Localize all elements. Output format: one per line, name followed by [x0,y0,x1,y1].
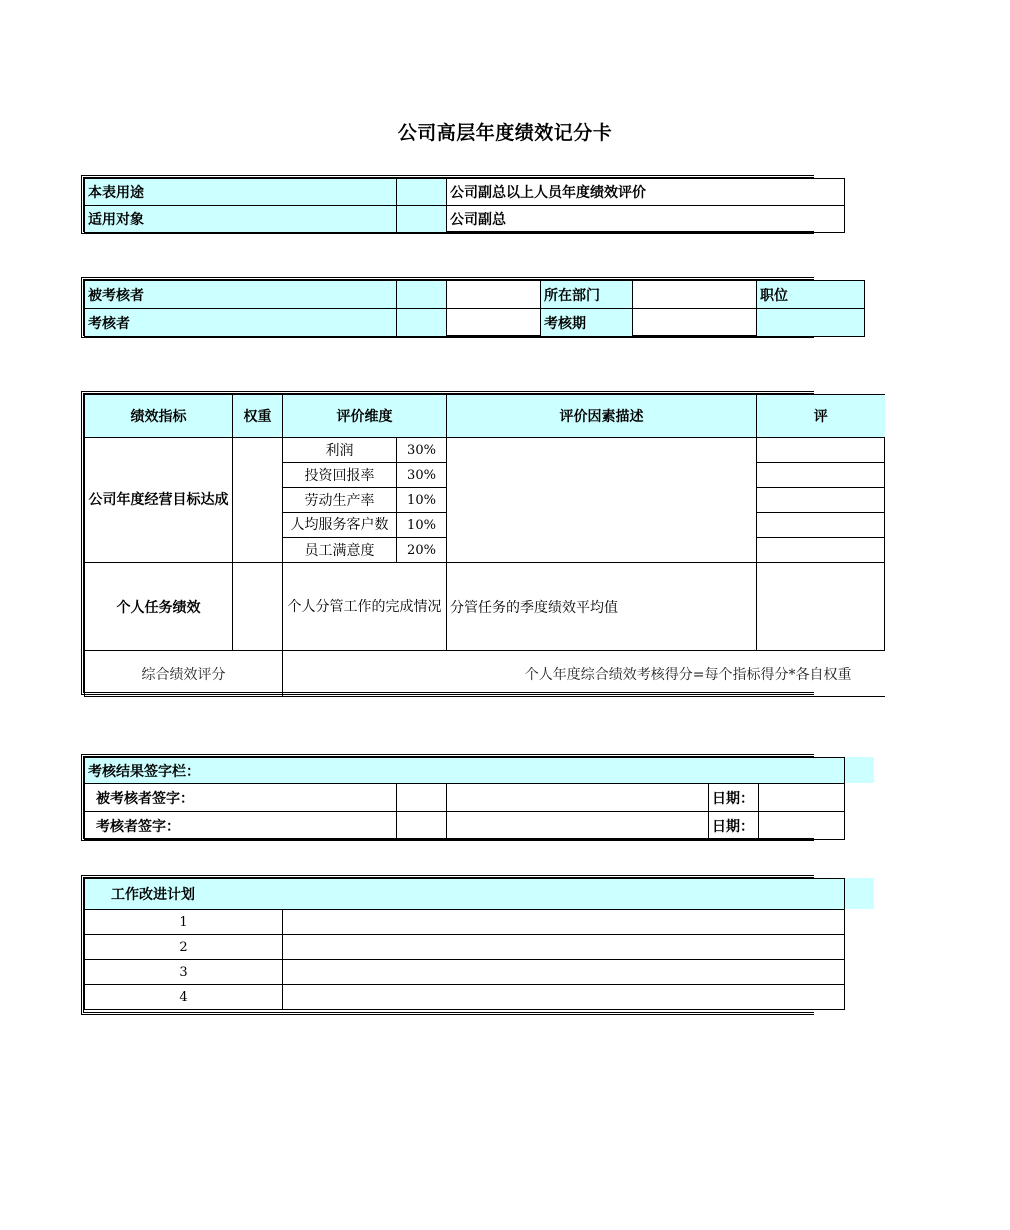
dimension-name: 人均服务客户数 [283,513,397,538]
assessor-sign-label: 考核者签字： [85,812,397,840]
assessor-sign-field[interactable] [447,812,709,840]
header-indicator: 绩效指标 [85,395,233,438]
position-label: 职位 [757,281,865,309]
assessee-spacer [397,281,447,309]
plan-header: 工作改进计划 [85,879,845,910]
assessee-date-label: 日期： [709,784,759,812]
plan-row-number: 3 [85,960,283,985]
department-field[interactable] [633,281,757,309]
dimension-name: 利润 [283,438,397,463]
assessee-label: 被考核者 [85,281,397,309]
plan-row-field[interactable] [283,985,845,1010]
assessor-spacer [397,309,447,337]
group1-weight[interactable] [233,438,283,563]
dimension-pct: 20% [397,538,447,563]
target-value: 公司副总 [447,206,845,233]
dimension-pct: 30% [397,463,447,488]
plan-row-field[interactable] [283,935,845,960]
assessor-date-label: 日期： [709,812,759,840]
dimension-name: 员工满意度 [283,538,397,563]
group1-description [447,438,757,563]
group2-label: 个人任务绩效 [85,563,233,651]
score-cell[interactable] [757,488,885,513]
purpose-spacer [397,179,447,206]
kpi-section [81,391,852,695]
purpose-label: 本表用途 [85,179,397,206]
assessee-name-field[interactable] [447,281,541,309]
group1-label: 公司年度经营目标达成 [85,438,233,563]
position-field[interactable] [757,309,865,337]
group2-description: 分管任务的季度绩效平均值 [447,563,757,651]
score-cell[interactable] [757,563,885,651]
assessor-label: 考核者 [85,309,397,337]
assessor-name-field[interactable] [447,309,541,337]
assessee-sign-label: 被考核者签字： [85,784,397,812]
period-field[interactable] [633,309,757,337]
department-label: 所在部门 [541,281,633,309]
plan-row-number: 1 [85,910,283,935]
total-formula: 个人年度综合绩效考核得分=每个指标得分*各自权重 [283,651,885,697]
group2-weight[interactable] [233,563,283,651]
dimension-name: 投资回报率 [283,463,397,488]
assessor-sign-spacer [397,812,447,840]
total-label: 综合绩效评分 [85,651,283,697]
group2-dimension: 个人分管工作的完成情况 [283,563,447,651]
assessor-date-field[interactable] [759,812,845,840]
assessee-date-field[interactable] [759,784,845,812]
plan-row-number: 2 [85,935,283,960]
header-description: 评价因素描述 [447,395,757,438]
signature-header: 考核结果签字栏： [85,758,845,784]
dimension-name: 劳动生产率 [283,488,397,513]
target-label: 适用对象 [85,206,397,233]
dimension-pct: 10% [397,513,447,538]
plan-section [81,875,814,1015]
assessee-sign-spacer [397,784,447,812]
score-cell[interactable] [757,438,885,463]
score-cell[interactable] [757,538,885,563]
dimension-pct: 10% [397,488,447,513]
plan-row-number: 4 [85,985,283,1010]
dimension-pct: 30% [397,438,447,463]
target-spacer [397,206,447,233]
assessee-sign-field[interactable] [447,784,709,812]
assessee-section [81,277,814,338]
period-label: 考核期 [541,309,633,337]
page-title: 公司高层年度绩效记分卡 [397,122,613,144]
plan-row-field[interactable] [283,910,845,935]
purpose-value: 公司副总以上人员年度绩效评价 [447,179,845,206]
score-cell[interactable] [757,513,885,538]
header-weight: 权重 [233,395,283,438]
signature-section [81,754,814,841]
header-score: 评 [757,395,885,438]
header-dimension: 评价维度 [283,395,447,438]
info-section [81,175,814,234]
score-cell[interactable] [757,463,885,488]
plan-row-field[interactable] [283,960,845,985]
